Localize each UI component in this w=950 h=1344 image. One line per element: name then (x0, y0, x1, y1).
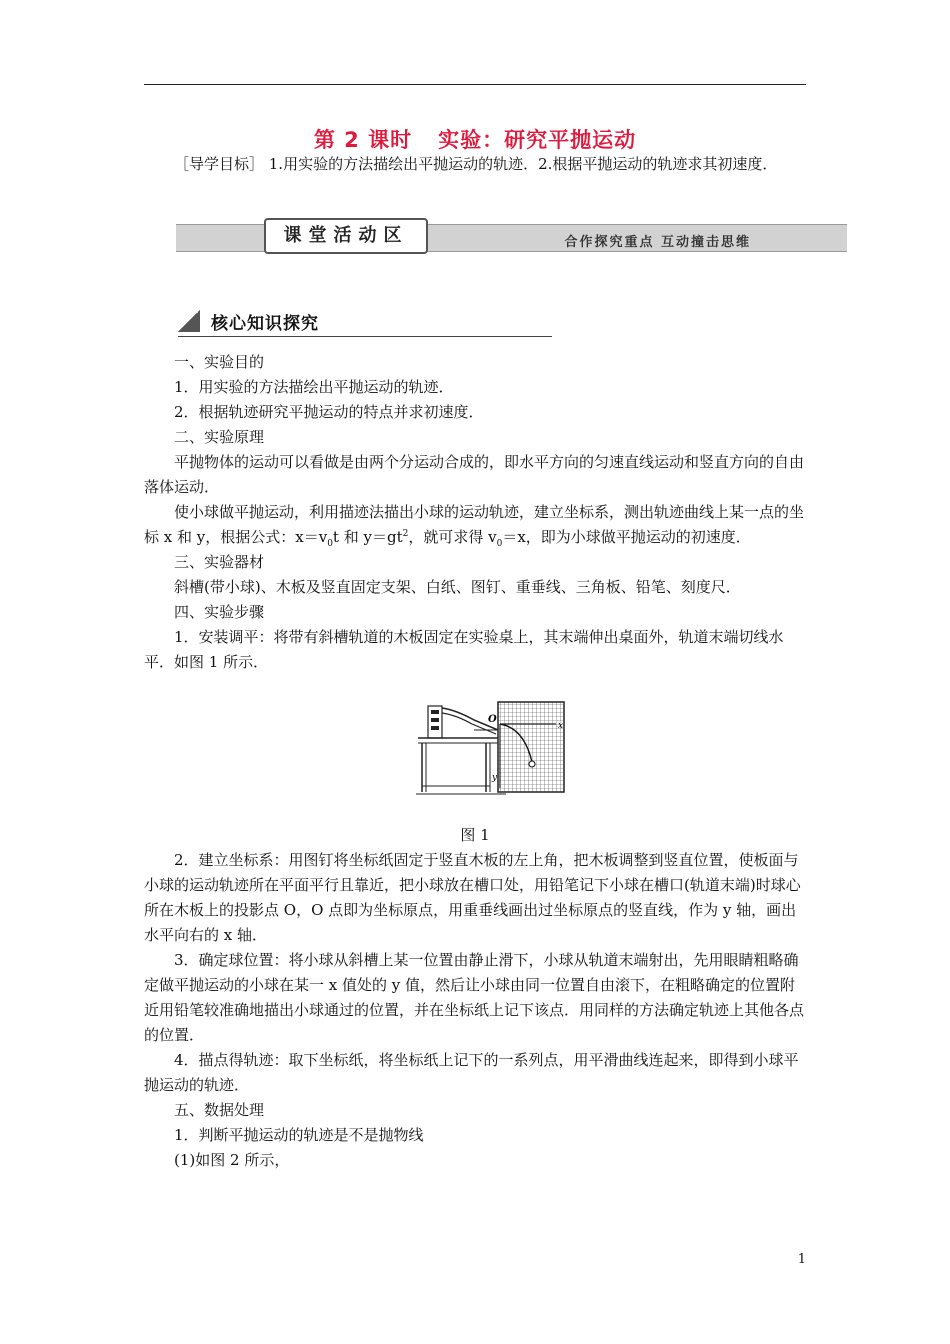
heading-equipment: 三、实验器材 (174, 553, 265, 571)
banner-tab: 课堂活动区 (264, 218, 428, 254)
learning-goals (144, 152, 806, 177)
section-heading (178, 308, 552, 337)
paragraph: 2．建立坐标系：用图钉将坐标纸固定于竖直木板的左上角，把木板调整到竖直位置，使板面与小球的运动轨迹所在平面平行且靠近，把小球放在槽口处，用铅笔记下小球在槽口(轨道末端)时球心所在木板上的投影点 O，O 点即为坐标原点，用重垂线画出过坐标原点的竖直线，作为 y 轴，画出水平向右的 x 轴． (144, 851, 801, 944)
figure-1-apparatus (416, 700, 568, 796)
goal-text: ［导学目标］ 1.用实验的方法描绘出平抛运动的轨迹．2.根据平抛运动的轨迹求其初速度． (174, 155, 778, 173)
figure-caption: 图 1 (460, 826, 490, 844)
title-lesson: 第 2 课时 (313, 128, 413, 152)
label-y: y (492, 773, 498, 783)
section-banner (176, 218, 847, 256)
heading-purpose: 一、实验目的 (174, 353, 265, 371)
paragraph: (1)如图 2 所示， (174, 1151, 290, 1169)
paragraph: 1．用实验的方法描绘出平抛运动的轨迹． (174, 378, 454, 396)
corner-triangle-icon (178, 310, 200, 332)
paragraph: 3．确定球位置：将小球从斜槽上某一位置由静止滑下，小球从轨道末端射出，先用眼睛粗略确定做平抛运动的小球在某一 x 值处的 y 值，然后让小球由同一位置自由滚下，在粗略确定的位置附近用铅笔较准确地描出小球通过的位置，并在坐标纸上记下该点．用同样的方法确定轨迹上其他各点的位置． (144, 951, 805, 1044)
section-heading-label: 核心知识探究 (211, 314, 319, 334)
banner-slogan: 合作探究重点 互动撞击思维 (564, 235, 751, 250)
paragraph-formula: 使小球做平抛运动，利用描迹法描出小球的运动轨迹，建立坐标系，测出轨迹曲线上某一点的坐标 x 和 y，根据公式：$x=v_0t$ 和 $y=gt^2$，就可求得 $v_0=x$，即为小球做平抛运动的初速度． (144, 503, 805, 549)
heading-data-processing: 五、数据处理 (174, 1101, 265, 1119)
paragraph: 1．判断平抛运动的轨迹是不是抛物线 (174, 1126, 424, 1144)
paragraph: 2．根据轨迹研究平抛运动的特点并求初速度． (174, 403, 484, 421)
page-number: 1 (797, 1252, 806, 1267)
paragraph: 1．安装调平：将带有斜槽轨道的木板固定在实验桌上，其末端伸出桌面外，轨道末端切线水平．如图 1 所示． (144, 628, 784, 671)
heading-steps: 四、实验步骤 (174, 603, 265, 621)
content-part-2 (144, 848, 806, 1173)
label-origin: O (488, 714, 497, 725)
header-rule (144, 84, 806, 85)
title-topic: 实验：研究平抛运动 (438, 128, 637, 152)
page-title (0, 124, 950, 154)
paragraph: 4．描点得轨迹：取下坐标纸，将坐标纸上记下的一系列点，用平滑曲线连起来，即得到小球平抛运动的轨迹． (144, 1051, 799, 1094)
paragraph: 斜槽(带小球)、木板及竖直固定支架、白纸、图钉、重垂线、三角板、铅笔、刻度尺． (174, 578, 741, 596)
paragraph: 平抛物体的运动可以看做是由两个分运动合成的，即水平方向的匀速直线运动和竖直方向的自由落体运动． (144, 453, 805, 496)
content-part-1 (144, 350, 806, 675)
label-x: x (558, 721, 564, 731)
heading-principle: 二、实验原理 (174, 428, 265, 446)
